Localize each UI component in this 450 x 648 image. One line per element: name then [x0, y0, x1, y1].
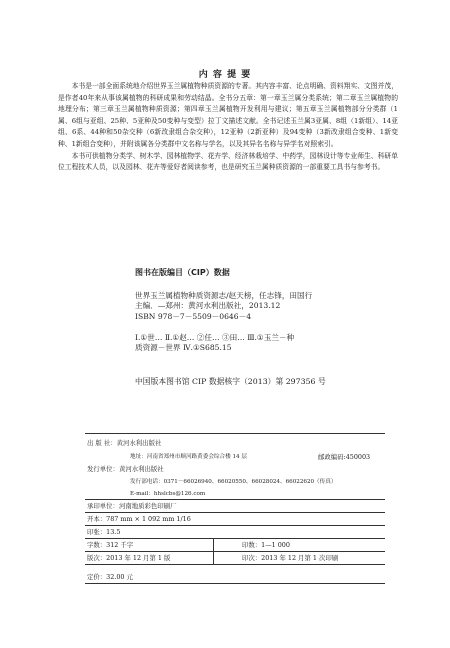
cip-book-line-1: 世界玉兰属植物种质资源志/赵天榜，任志锋，田国行	[135, 291, 313, 300]
colophon-format: 开本：787 mm × 1 092 mm 1/16	[87, 515, 191, 523]
colophon-rule-4	[85, 525, 385, 526]
colophon-printing: 印次：2013 年 12 月第 1 次印刷	[242, 554, 339, 562]
summary-title: 内 容 提 要	[198, 70, 252, 80]
colophon-rule-6	[85, 551, 385, 552]
colophon-email: E-mail：hhslcbs@126.com	[130, 491, 206, 497]
summary-paragraph-2: 本书可供植物分类学、树木学、园林植物学、花卉学、经济林栽培学、中药学，园林设计等专业师生、科研单位工程技术人员，以及园林、花卉等爱好者阅读参考，也是研究玉兰属种质资源的一部重要工具书与参考书。	[58, 151, 398, 172]
cip-isbn: ISBN 978－7－5509－0646－4	[135, 311, 252, 321]
colophon-edition: 版次：2013 年 12 月第 1 版	[87, 554, 171, 562]
summary-body	[58, 81, 398, 174]
cip-heading: 图书在版编目（CIP）数据	[135, 268, 230, 277]
cip-book-line-2: 主编．—郑州：黄河水利出版社，2013.12	[135, 301, 281, 311]
cip-class-line-1: Ⅰ.①世… Ⅱ.①赵… ②任… ③田… Ⅲ.①玉兰－种	[135, 333, 295, 342]
colophon-print-run: 印数：1—1 000	[242, 541, 290, 549]
colophon-word-count: 字数：312 千字	[87, 541, 134, 549]
colophon-top-rule	[85, 433, 385, 434]
colophon-address: 地址：河南省郑州市顺河路黄委会综合楼 14 层	[130, 454, 247, 460]
colophon-rule-5	[85, 538, 385, 539]
colophon-distributor: 发行单位：黄河水利出版社	[87, 465, 164, 473]
colophon-publisher: 出 版 社：黄河水利出版社	[87, 439, 162, 447]
colophon-postcode: 邮政编码:450003	[318, 453, 371, 461]
colophon-rule-2	[85, 499, 385, 500]
colophon-price: 定价：32.00 元	[87, 573, 133, 581]
colophon-rule-3	[85, 512, 385, 513]
colophon-sheets: 印张：13.5	[87, 528, 121, 536]
colophon-bottom-rule	[85, 583, 385, 584]
colophon-rule-7	[85, 564, 385, 565]
cip-classification	[135, 333, 395, 354]
cip-book-record	[135, 291, 385, 322]
summary-paragraph-1: 本书是一部全面系统地介绍世界玉兰属植物种质资源的专著。其内容丰富、论点明确、资料翔实、文图并茂，是作者40年来从事该属植物的科研成果和劳动结晶。全书分五章：第一章玉兰属分类系统；第二章玉兰属植物的地理分布；第三章玉兰属植物种质资源；第四章玉兰属植物开发利用与建议；第五章玉兰属植物部分分类群（1属、6组与亚组、25种、5亚种及50变种与变型）拉丁文描述文献。全书记述玉兰属3亚属、8组（1新组）、14亚组、6系、44种和50杂交种（6新改隶组合杂交种），12亚种（2新亚种）及94变种（3新改隶组合变种、1新变种、1新组合变种），并附该属各分类群中文名称与学名，以及其异名名称与异学名对照索引。	[58, 82, 398, 148]
cip-record-number: 中国版本图书馆 CIP 数据核字（2013）第 297356 号	[135, 377, 326, 386]
colophon-printer: 承印单位：河南地质彩色印刷厂	[87, 502, 177, 510]
cip-class-line-2: 质资源－世界 Ⅳ.①S685.15	[135, 343, 232, 353]
colophon-phone: 发行部电话：0371－66026940、66020550、66028024、66022620（传真）	[130, 479, 337, 485]
